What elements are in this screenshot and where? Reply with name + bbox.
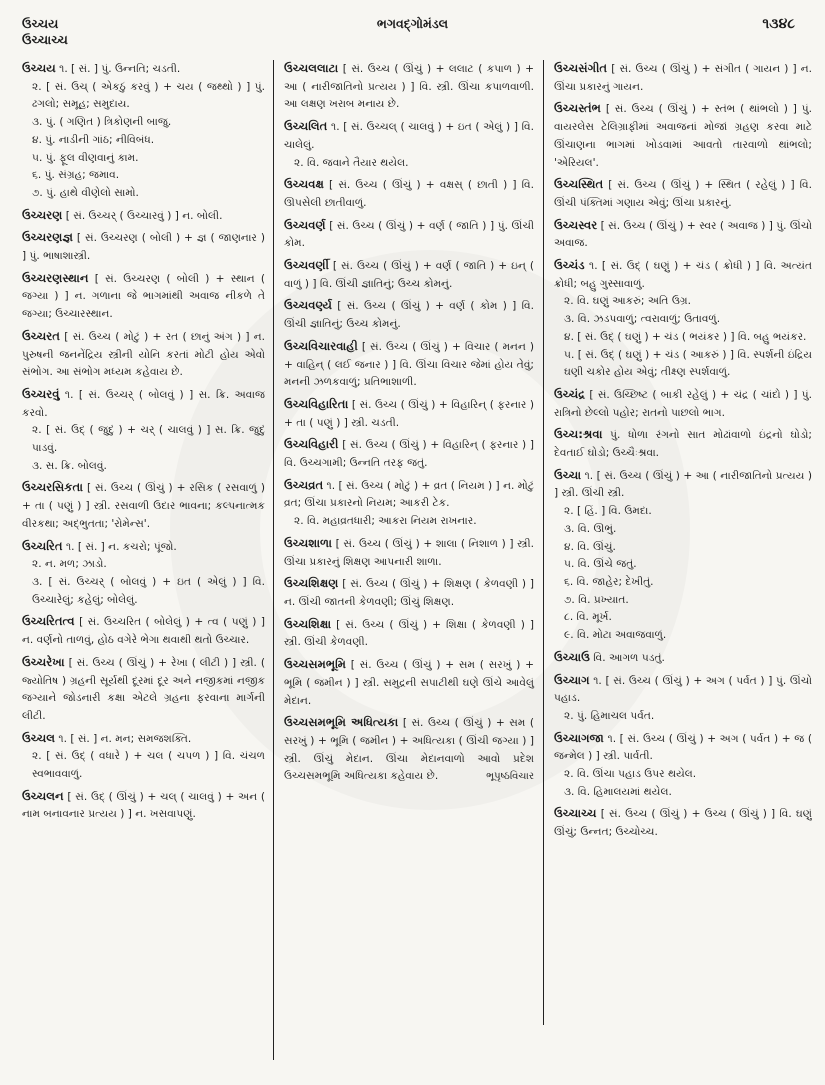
entry-headword: ઉચ્ચ:શ્રવા [554, 427, 603, 442]
entry-attribution: ભૂપૃષ્ઠવિચાર [486, 771, 534, 783]
entry-headword: ઉચ્ચલલાટા [284, 61, 339, 75]
entry-headword: ઉચ્ચસમભૂમિ [284, 657, 346, 672]
dictionary-entry [554, 672, 812, 726]
entry-definition: [ સં. ઉચ્ચ ( ઊંચું ) + રસિક ( રસવાળું ) + તા ( પણું ) ] સ્ત્રી. રસવાળી ઉદાર ભાવના; કલ્પનાત્મક વીરકથા; અદ્ભુતતા; 'રોમેન્સ'. [22, 482, 265, 530]
entry-headword: ઉચ્ચરત [22, 328, 60, 343]
entry-headword: ઉચ્ચલન [22, 788, 64, 803]
dictionary-entry [284, 257, 534, 293]
entry-sense: ૨. વિ. મહાવ્રતધારી; આકરા નિયમ રાખનાર. [294, 515, 477, 528]
dictionary-entry [284, 616, 534, 652]
dictionary-entry [284, 436, 534, 472]
page-number: ૧૩૪૮ [762, 16, 795, 32]
entry-definition: [ સં. ઉચ્ચ ( ઊંચું ) + ઉચ્ચ ( ઊંચું ) ] વિ. ઘણું ઊંચું; ઉન્નત; ઉચ્ચોચ્ચ. [554, 808, 812, 839]
entry-sense: ૨. વિ. ઘણું આકરું; અતિ ઉગ્ર. [564, 295, 691, 308]
dictionary-entry [554, 730, 812, 802]
dictionary-entry [554, 176, 812, 212]
guide-word-bottom: ઉચ્ચાચ્ચ [22, 32, 68, 47]
entry-headword: ઉચ્ચવિહારિતા [284, 396, 349, 411]
entry-headword: ઉચ્ચરણસ્થાન [22, 270, 89, 285]
entry-headword: ઉચ્ચરિત [22, 538, 63, 553]
entry-definition: [ સં. ઉચ્ચરણ ( બોલી ) + સ્થાન ( જગ્યા ) ] ન. ગળાના જે ભાગમાંથી અવાજ નીકળે તે જગ્યા; ઉચ્ચારસ્થાન. [22, 272, 265, 321]
dictionary-entry [284, 217, 534, 253]
entry-headword: ઉચ્ચવર્ણી [284, 258, 329, 273]
entry-headword: ઉચ્ચાગ [554, 672, 590, 687]
dictionary-entry [284, 297, 534, 333]
entry-definition: [ સં. ઉચ્ચ ( ઊંચું ) + વર્ણ ( જાતિ ) ] પું. ઊંચી કોમ. [284, 219, 534, 250]
dictionary-entry [554, 649, 812, 668]
dictionary-entry [554, 100, 812, 172]
entry-headword: ઉચ્ચરણ [22, 207, 63, 222]
entry-sense: ૪. [ સં. ઉદ્ ( ઘણું ) + ચંડ ( ભયંકર ) ] વિ. બહુ ભયંકર. [564, 330, 807, 343]
dictionary-entry [284, 535, 534, 571]
entry-definition: ૧. [ સં. ઉચ્ચ ( ઊંચું ) + અગ ( પર્વત ) ] પું. ઊંચો પહાડ. [554, 674, 812, 705]
entry-definition: [ સં. ઉચ્ચ ( મોટું ) + રત ( છાનું અંગ ) ] ન. પુરુષની જનનેંદ્રિય સ્ત્રીની યોનિ કરતાં મોટી હોય એવો સંભોગ. આ સંભોગ મધ્યમ કહેવાય છે. [22, 330, 265, 379]
entry-definition: ૧. [ સં. ] પું. ઉન્નતિ; ચડતી. [59, 63, 181, 75]
entry-headword: ઉચ્ચવ્રત [284, 477, 324, 492]
page-header [22, 16, 803, 56]
dictionary-entry [22, 207, 265, 226]
entry-headword: ઉચ્ચવિહારી [284, 437, 339, 452]
entry-headword: ઉચ્ચસંગીત [554, 61, 608, 75]
entry-definition: ૧. [ સં. ઉચ્ચલ્ ( ચાલવું ) + ઇત ( એલું ) ] વિ. ચાલેલું. [284, 121, 534, 151]
entry-sense: ૫. વિ. ઊંચે જતું. [564, 558, 637, 571]
entry-sense: ૩. સ. ક્રિ. બોલવું. [32, 459, 107, 472]
column-2 [274, 60, 544, 1025]
entry-definition: [ સં. ઉચ્ચ ( ઊંચું ) + શાલા ( નિશાળ ) ] સ્ત્રી. ઊંચા પ્રકારનું શિક્ષણ આપનારી શાળા. [284, 537, 535, 568]
dictionary-entry [284, 396, 534, 432]
entry-definition: ૧. [ સં. ઉચ્ચ ( મોટું ) + વ્રત ( નિયમ ) ] ન. મોટું વ્રત; ઊંચા પ્રકારનો નિયમ; આકરી ટેક. [284, 479, 534, 510]
dictionary-entry [22, 730, 265, 784]
dictionary-entry [22, 613, 265, 649]
entry-definition: ૧. [ સં. ઉચ્ચ ( ઊંચું ) + આ ( નારીજાતિનો પ્રત્યય ) ] સ્ત્રી. ઊંચી સ્ત્રી. [554, 469, 812, 500]
entry-headword: ઉચ્ચવક્ષ [284, 177, 324, 192]
entry-definition: [ સં. ઉચ્ચરિત ( બોલેલું ) + ત્વ ( પણું ) ] ન. વર્ણનો તાળવું, હોઠ વગેરે ભેગા થવાથી થતો ઉચ્ચાર. [22, 616, 265, 647]
entry-sense: ૯. વિ. મોટા અવાજવાળું. [564, 629, 667, 642]
guide-word-top: ઉચ્ચય [22, 16, 59, 31]
entry-headword: ઉચ્ચલિત [284, 119, 328, 134]
dictionary-entry [554, 217, 812, 253]
entry-definition: પું. ધોળા રંગનો સાત મોઢાંવાળો ઇંદ્રનો ઘોડો; દેવતાઈ ઘોડો; ઉચ્ચૈઃશ્રવા. [554, 429, 812, 460]
entry-sense: ૩. [ સં. ઉચ્ચર્ ( બોલવું ) + ઇત ( એલું ) ] વિ. ઉચ્ચારેલું; કહેલું; બોલેલું. [32, 575, 265, 606]
dictionary-entry [554, 467, 812, 645]
entry-definition: [ સં. ઉચ્ચ ( ઊંચું ) + વિચાર ( મનન ) + વાહિન્ ( લઈ જનાર ) ] વિ. ઊંચા વિચાર જેમાં હોય તેવું; મનની ઝળકવાળું; પ્રતિભાશાળી. [284, 340, 534, 389]
entry-sense: ૨. [ સં. ઉદ્ ( વધારે ) + ચલ ( ચપળ ) ] વિ. ચંચળ સ્વભાવવાળું. [32, 750, 265, 781]
entry-sense: ૨. [ હિં. ] વિ. ઉમદા. [564, 505, 652, 518]
dictionary-entry [554, 805, 812, 841]
entry-definition: [ સં. ઉચ્ચ ( ઊંચું ) + વિહારિન્ ( ફરનાર ) + તા ( પણું ) ] સ્ત્રી. ચડતી. [284, 398, 534, 429]
entry-sense: ૪. વિ. ઊંચું. [564, 540, 616, 553]
dictionary-entry [22, 538, 265, 610]
column-3 [544, 60, 812, 1060]
dictionary-entry [554, 386, 812, 422]
entry-headword: ઉચ્ચશિક્ષા [284, 616, 332, 631]
dictionary-entry [284, 176, 534, 212]
entry-definition: ૧. [ સં. ] ન. મન; સમજશક્તિ. [58, 732, 192, 745]
entry-headword: ઉચ્ચરેખા [22, 654, 65, 669]
entry-definition: [ સં. ઉચ્ચ ( ઊંચું ) + વક્ષસ્ ( છાતી ) ] વિ. ઊપસેલી છાતીવાળું. [284, 179, 534, 209]
entry-headword: ઉચ્ચસ્તંભ [554, 101, 601, 116]
entry-definition: [ સં. ઉચ્ચ ( ઊંચું ) + વર્ણ ( કોમ ) ] વિ. ઊંચી જ્ઞાતિનું; ઉચ્ચ કોમનું. [284, 300, 534, 331]
entry-definition: ૧. [ સં. ઉચ્ચર્ ( બોલવું ) ] સ. ક્રિ. અવાજ કરવો. [22, 388, 266, 419]
entry-definition: [ સં. ઉચ્ચ ( ઊંચું ) + રેખા ( લીટી ) ] સ્ત્રી. ( જ્યોતિષ ) ગ્રહની સૂર્યથી દૂરમાં દૂર અને નજીકમાં નજીક જગ્યાને જોડનારી કક્ષા એટલે ગ્રહના ફરવાના માર્ગની લીટી. [22, 656, 265, 722]
entry-definition: [ સં. ઉચ્ચ ( ઊંચું ) + શિક્ષા ( કેળવણી ) ] સ્ત્રી. ઊંચી કેળવણી. [284, 618, 534, 649]
dictionary-entry [284, 714, 534, 786]
entry-sense: ૨. [ સં. ઉદ્ ( જુદું ) + ચર્ ( ચાલવું ) ] સ. ક્રિ. જુદું પાડવું. [32, 424, 265, 455]
entry-headword: ઉચ્ચાચ્ચ [554, 806, 597, 821]
dictionary-entry [22, 386, 265, 476]
entry-headword: ઉચ્ચરણજ્ઞ [22, 230, 73, 245]
entry-headword: ઉચ્ચસ્થિત [554, 177, 604, 192]
entry-sense: ૨. પું. હિમાચલ પર્વત. [564, 709, 655, 722]
entry-definition: ૧. [ સં. ] ન. કચરો; પૂંજો. [65, 540, 177, 553]
entry-headword: ઉચ્ચશાળા [284, 535, 332, 550]
running-title: ભગવદ્ગોમંડલ [376, 16, 449, 31]
dictionary-entry [22, 654, 265, 726]
entry-definition: [ સં. ઉચ્ચ ( ઊંચું ) + સ્વર ( અવાજ ) ] પું. ઊંચો અવાજ. [554, 219, 812, 250]
dictionary-entry [22, 270, 265, 324]
entry-headword: ઉચ્ચવર્ણ [284, 217, 326, 232]
entry-headword: ઉચ્ચંદ્ર [554, 386, 586, 401]
entry-sense: ૬. પું. સંગ્રહ; જમાવ. [32, 169, 120, 182]
entry-definition: [ સં. ઉચ્ચર્ ( ઉચ્ચારવું ) ] ન. બોલી. [65, 209, 223, 222]
entry-headword: ઉચ્ચાગજા [554, 730, 604, 745]
entry-sense: ૫. [ સં. ઉદ્ ( ઘણું ) + ચંડ ( આકરું ) ] વિ. સ્પર્શની ઇંદ્રિય ઘણી ચકોર હોય એવું; તીક્ષ્ણ સ્પર્શવાળું. [564, 348, 812, 379]
entry-headword: ઉચ્ચરસિકતા [22, 480, 83, 495]
entry-sense: ૩. વિ. ઊભું. [564, 522, 617, 535]
dictionary-entry [284, 118, 534, 172]
entry-headword: ઉચ્ચરવું [22, 386, 60, 401]
entry-sense: ૩. વિ. ઝડપવાળું; ત્વરાવાળું; ઉતાવળું. [564, 313, 721, 326]
entry-sense: ૩. પું. ( ગણિત ) ત્રિકોણની બાજુ. [32, 116, 172, 129]
entry-definition: [ સં. ઉચ્ચ ( ઊંચું ) + સંગીત ( ગાયન ) ] ન. ઊંચા પ્રકારનું ગાયન. [554, 63, 812, 93]
entry-sense: ૮. વિ. મૂર્ખ. [564, 611, 612, 624]
entry-sense: ૭. વિ. પ્રખ્યાત. [564, 593, 629, 606]
dictionary-entry [554, 257, 812, 382]
dictionary-entry [284, 575, 534, 611]
dictionary-entry [284, 60, 534, 114]
entry-headword: ઉચ્ચલ [22, 730, 56, 745]
entry-sense: ૬. વિ. જાહેર; દેખીતું. [564, 575, 654, 588]
dictionary-entry [284, 477, 534, 531]
entry-headword: ઉચ્ચંડ [554, 258, 585, 273]
entry-definition: વિ. આગળ પડતું. [593, 651, 665, 664]
entry-definition: ૧. [ સં. ઉદ્ ( ઘણું ) + ચંડ ( ક્રોધી ) ] વિ. અત્યંત ક્રોધી; બહુ ગુસ્સાવાળું. [554, 260, 812, 290]
entry-definition: [ સં. ઉચ્ચ ( ઊંચું ) + શિક્ષણ ( કેળવણી ) ] ન. ઊંચી જાતની કેળવણી; ઊંચું શિક્ષણ. [284, 578, 535, 608]
entry-headword: ઉચ્ચરિતત્વ [22, 614, 75, 629]
entry-headword: ઉચ્ચાઉ [554, 649, 590, 664]
entry-headword: ઉચ્ચા [554, 467, 582, 482]
dictionary-entry [22, 479, 265, 533]
entry-definition: [ સં. ઉચ્ચ ( ઊંચું ) + સમ ( સરખું ) + ભૂમિ ( જમીન ) + અધિત્યકા ( ઊંચી જગ્યા ) ] સ્ત્રી. ઊંચું મેદાન. ઊંચા મેદાનવાળો આવો પ્રદેશ ઉચ્ચસમભૂમિ અધિત્યકા કહેવાય છે. [284, 717, 534, 783]
column-1 [22, 60, 274, 1060]
entry-definition: [ સં. ઉચ્ચ ( ઊંચું ) + સ્થિત ( રહેલું ) ] વિ. ઊંચી પંક્તિમાં ગણાય એવું; ઊંચા પ્રકારનું. [554, 179, 812, 209]
entry-sense: ૭. પું. હાથે વીણેલો સામો. [32, 186, 139, 199]
dictionary-entry [22, 328, 265, 382]
dictionary-entry [554, 60, 812, 96]
entry-sense: ૪. પું. નાડીની ગાંઠ; નીવિબંધ. [32, 133, 155, 146]
entry-headword: ઉચ્ચવર્ણ્ય [284, 298, 332, 313]
entry-definition: [ સં. ઉચ્ચ ( ઊંચું ) + વર્ણ ( જાતિ ) + ઇન્ ( વાળું ) ] વિ. ઊંચી જ્ઞાતિનું; ઉચ્ચ કોમનું. [284, 260, 534, 290]
entry-definition: [ સં. ઉચ્ચ ( ઊંચું ) + સમ ( સરખું ) + ભૂમિ ( જમીન ) ] સ્ત્રી. સમુદ્રની સપાટીથી ઘણે ઊંચે આવેલું મેદાન. [284, 659, 534, 707]
entry-sense: ૩. વિ. હિમાલયમાં થયેલ. [564, 785, 672, 798]
dictionary-entry [554, 426, 812, 462]
entry-headword: ઉચ્ચવિચારવાહી [284, 338, 358, 353]
entry-definition: [ સં. ઉદ્ ( ઊંચું ) + ચલ્ ( ચાલવું ) + અન ( નામ બનાવનાર પ્રત્યય ) ] ન. ખસવાપણું. [22, 790, 265, 821]
entry-sense: ૨. ન. મળ; ઝાડો. [32, 558, 107, 571]
entry-definition: [ સં. ઉચ્છિષ્ટ ( બાકી રહેલું ) + ચંદ્ર ( ચાંદો ) ] પું. રાત્રિનો છેલ્લો પહોર; રાતનો પાછલો ભાગ. [554, 388, 812, 419]
entry-definition: [ સં. ઉચ્ચ ( ઊંચું ) + સ્તંભ ( થાંભલો ) ] પું. વાયરલેસ ટેલિગ્રાફીમાં અવાજનાં મોજાં ગ્રહણ કરવા માટે ઊંચાણના ભાગમાં ખોડવામાં આવતો તારવાળો થાંભલો; 'એરિયલ'. [554, 103, 812, 169]
dictionary-entry [22, 788, 265, 824]
dictionary-entry [22, 60, 265, 203]
entry-sense: ૨. [ સં. ઉચ્ ( એકઠું કરવું ) + ચય ( જથ્થો ) ] પું. ઢગલો; સમૂહ; સમુદાય. [32, 80, 265, 111]
entry-headword: ઉચ્ચય [22, 61, 56, 75]
dictionary-columns [22, 60, 812, 1060]
entry-sense: ૫. પું. ફૂલ વીણવાનું કામ. [32, 151, 139, 164]
dictionary-entry [22, 229, 265, 265]
entry-headword: ઉચ્ચસ્વર [554, 217, 598, 232]
entry-headword: ઉચ્ચશિક્ષણ [284, 576, 339, 591]
entry-definition: ૧. [ સં. ઉચ્ચ ( ઊંચું ) + અગ ( પર્વત ) + જ ( જન્મેલ ) ] સ્ત્રી. પાર્વતી. [554, 732, 812, 763]
dictionary-entry [284, 338, 534, 392]
entry-headword: ઉચ્ચસમભૂમિ અધિત્યકા [284, 715, 399, 730]
entry-definition: [ સં. ઉચ્ચરણ ( બોલી ) + જ્ઞ ( જાણનાર ) ] પું. ભાષાશાસ્ત્રી. [22, 232, 265, 263]
entry-definition: [ સં. ઉચ્ચ ( ઊંચું ) + લલાટ ( કપાળ ) + આ ( નારીજાતિનો પ્રત્યય ) ] વિ. સ્ત્રી. ઊંચા કપાળવાળી. આ લક્ષણ ખરાબ મનાય છે. [284, 63, 534, 111]
dictionary-entry [284, 656, 534, 710]
entry-sense: ૨. વિ. ઊંચા પહાડ ઉપર થયેલ. [564, 768, 697, 781]
entry-sense: ૨. વિ. જવાને તૈયાર થયેલ. [294, 156, 409, 169]
entry-definition: [ સં. ઉચ્ચ ( ઊંચું ) + વિહારિન્ ( ફરનાર ) ] વિ. ઉચ્ચગામી; ઉન્નતિ તરફ જતું. [284, 439, 534, 470]
